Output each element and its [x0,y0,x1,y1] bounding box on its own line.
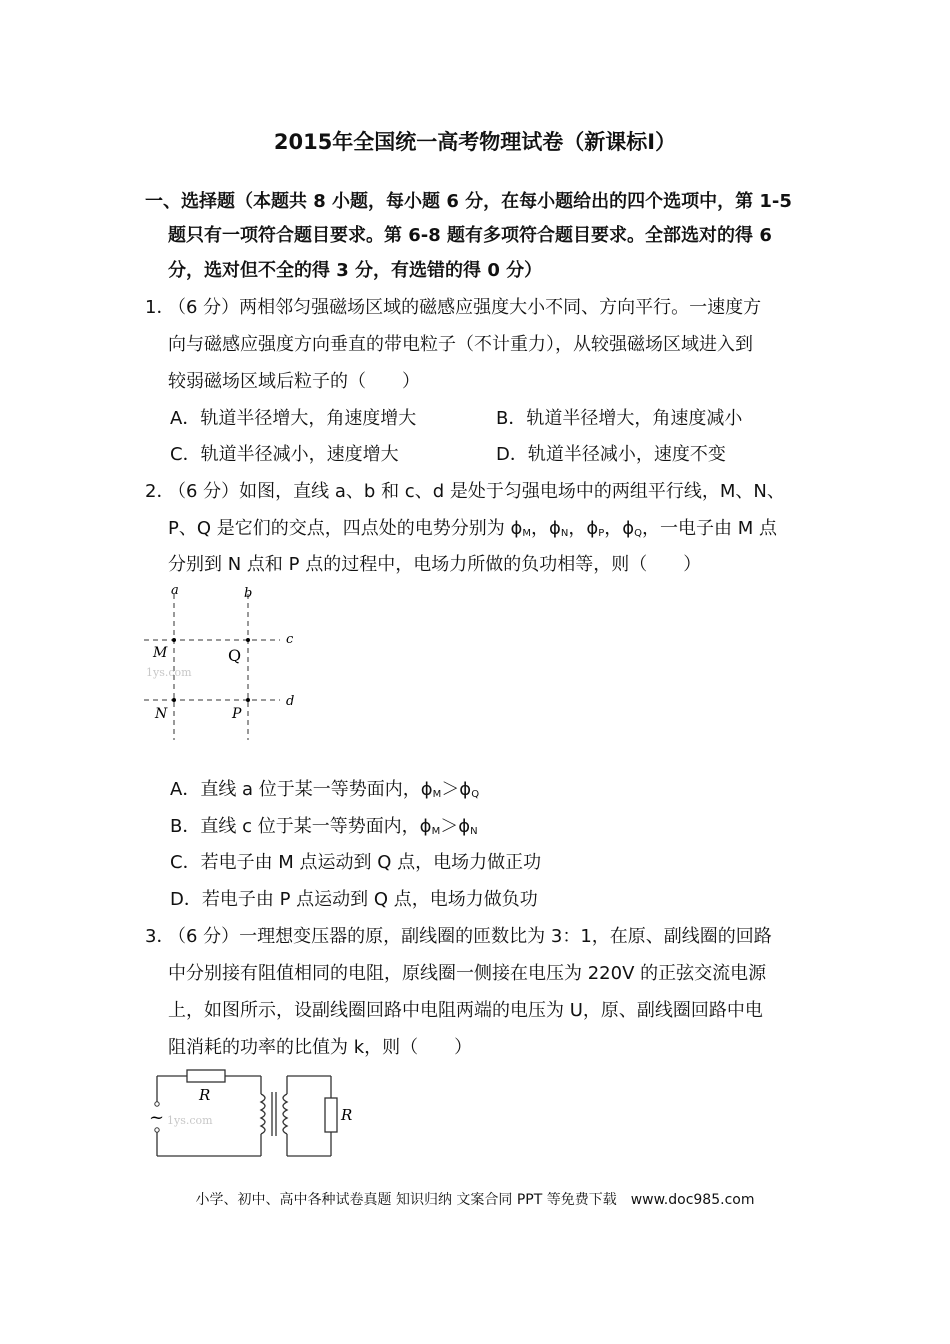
label-b: b [244,586,253,601]
q2-line-2-tail: ，一电子由 M 点 [642,518,777,539]
label-q: Q [228,646,242,665]
section-line-2: 题只有一项符合题目要求。第 6-8 题有多项符合题目要求。全部选对的得 6 [168,225,772,246]
page-footer: 小学、初中、高中各种试卷真题 知识归纳 文案合同 PPT 等免费下载 www.doc985.com [195,1192,755,1208]
secondary-coil [283,1094,287,1134]
primary-coil [261,1094,265,1134]
label-p: P [232,706,242,722]
greater-than: ＞ϕ [440,816,471,837]
section-line-3: 分，选对但不全的得 3 分，有选错的得 0 分） [168,260,543,281]
q1-number: 1． [145,297,175,318]
watermark: 1ys.com [146,666,192,679]
q3-line-1: （6 分）一理想变压器的原，副线圈的匝数比为 3：1，在原、副线圈的回路 [168,926,772,947]
q2-option-b-text: B．直线 c 位于某一等势面内，ϕ [170,816,432,837]
q2-line-2 [168,514,777,540]
resistor-primary [187,1070,225,1082]
subscript-m: M [522,528,531,539]
subscript-p: P [598,528,605,539]
q2-line-3: 分别到 N 点和 P 点的过程中，电场力所做的负功相等，则（ ） [168,554,702,575]
terminal [155,1128,159,1132]
subscript-q: Q [471,789,480,800]
q2-line-2-text: P、Q 是它们的交点，四点处的电势分别为 ϕ [168,518,523,539]
q1-line-2: 向与磁感应强度方向垂直的带电粒子（不计重力），从较强磁场区域进入到 [168,334,753,355]
q2-option-a [170,775,479,801]
separator: ，ϕ [604,518,635,539]
greater-than: ＞ϕ [441,779,472,800]
q2-option-a-text: A．直线 a 位于某一等势面内，ϕ [170,779,433,800]
point-n-dot [172,698,176,702]
q1-line-1: （6 分）两相邻匀强磁场区域的磁感应强度大小不同、方向平行。一速度方 [168,297,762,318]
q1-option-c: C．轨道半径减小，速度增大 [170,444,399,465]
q1-option-a: A．轨道半径增大，角速度增大 [170,408,417,429]
point-m-dot [172,638,176,642]
subscript-q: Q [634,528,642,539]
q2-option-b [170,812,478,838]
page-title: 2015年全国统一高考物理试卷（新课标I） [273,130,677,154]
separator: ，ϕ [530,518,561,539]
label-n: N [155,706,168,722]
label-c: c [286,632,294,647]
watermark: 1ys.com [167,1114,213,1127]
q3-line-3: 上，如图所示，设副线圈回路中电阻两端的电压为 U，原、副线圈回路中电 [168,1000,763,1021]
q1-line-3: 较弱磁场区域后粒子的（ ） [168,371,420,392]
q1-option-d: D．轨道半径减小，速度不变 [496,444,726,465]
label-m: M [153,645,168,661]
subscript-m: M [432,789,442,800]
point-q-dot [246,638,250,642]
label-r-primary: R [199,1086,211,1104]
ac-source-symbol: ~ [149,1107,165,1128]
q3-line-4: 阻消耗的功率的比值为 k，则（ ） [168,1037,473,1058]
point-p-dot [246,698,250,702]
q2-option-c: C．若电子由 M 点运动到 Q 点，电场力做正功 [170,852,542,873]
label-r-secondary: R [341,1106,353,1124]
separator: ，ϕ [568,518,599,539]
q2-option-d: D．若电子由 P 点运动到 Q 点，电场力做负功 [170,889,538,910]
q3-line-2: 中分别接有阻值相同的电阻，原线圈一侧接在电压为 220V 的正弦交流电源 [168,963,767,984]
subscript-n: N [560,528,569,539]
terminal [155,1102,159,1106]
q2-line-1: （6 分）如图，直线 a、b 和 c、d 是处于匀强电场中的两组平行线，M、N、 [168,481,785,502]
label-d: d [286,694,295,709]
subscript-n: N [470,826,478,837]
q2-number: 2． [145,481,175,502]
q3-transformer-circuit [145,1064,365,1164]
q2-figure-grid [140,582,310,742]
q1-option-b: B．轨道半径增大，角速度减小 [496,408,743,429]
q3-number: 3． [145,926,175,947]
label-a: a [171,583,179,598]
subscript-m: M [431,826,441,837]
section-line-1: 一、选择题（本题共 8 小题，每小题 6 分，在每小题给出的四个选项中，第 1-5 [145,191,792,212]
resistor-secondary [325,1098,337,1132]
